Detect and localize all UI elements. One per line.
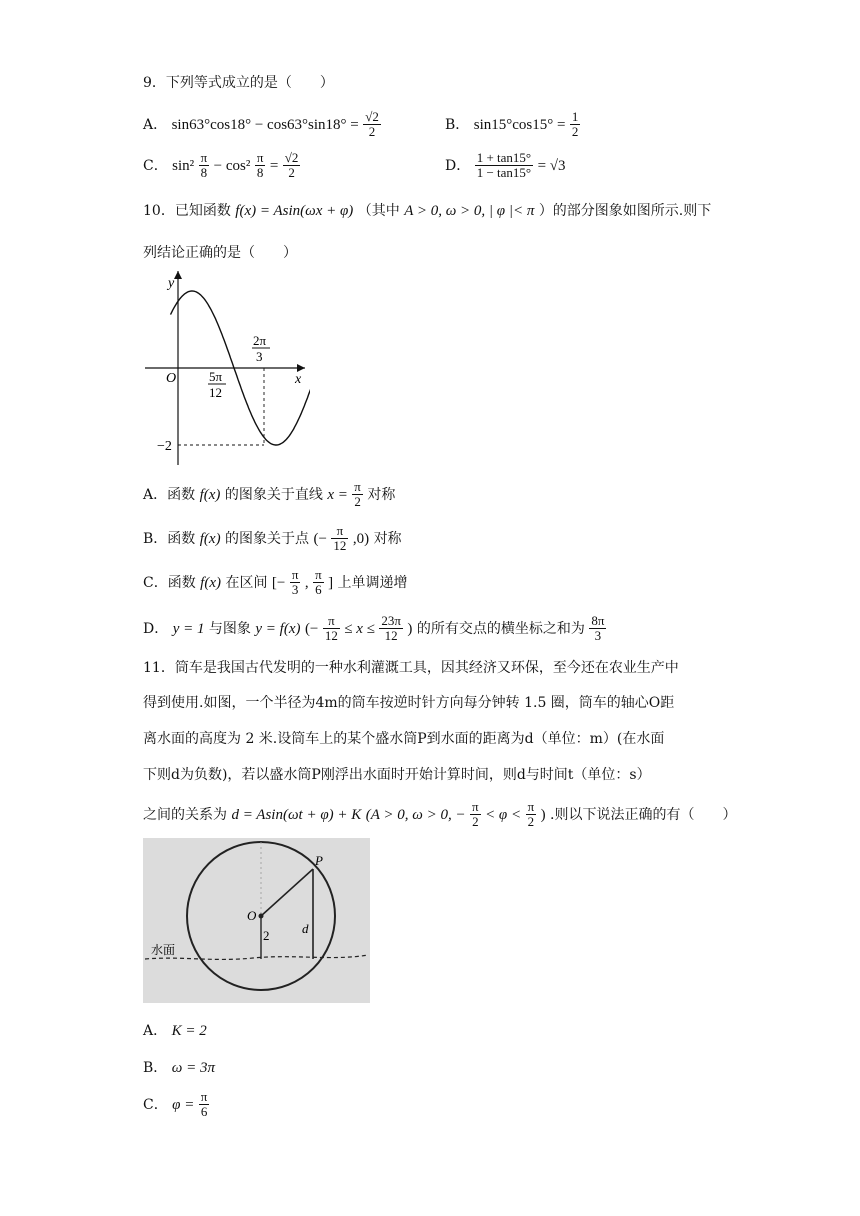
numerator: 1 + tan15° — [476, 150, 532, 165]
denominator: 6 — [200, 1104, 208, 1120]
x-axis-arrow-icon — [297, 364, 305, 372]
fraction — [313, 568, 324, 598]
line-expression: y = 1 — [172, 620, 205, 637]
q11-line5 — [143, 800, 737, 830]
function-expression: f(x) = Asin(ωx + φ) — [235, 203, 354, 219]
denominator: 2 — [472, 814, 479, 830]
option-text: 对称 — [373, 530, 402, 547]
paren-close: ) — [407, 620, 413, 637]
q10-option-c — [143, 568, 408, 598]
function-expression: y = f(x) — [255, 620, 301, 637]
paren-close: ) — [540, 806, 546, 823]
option-expression: sin63°cos18° − cos63°sin18° = — [171, 116, 359, 133]
q9-option-b — [445, 110, 580, 140]
q9-option-a — [143, 110, 381, 140]
fraction — [283, 151, 301, 181]
denominator: 3 — [291, 582, 299, 598]
paren-close: ,0) — [352, 530, 370, 547]
inequality: < φ < — [485, 806, 522, 823]
y-axis-label: y — [168, 276, 175, 291]
denominator: 3 — [594, 628, 602, 644]
label-water-surface: 水面 — [151, 943, 176, 957]
option-text: 与图象 — [208, 620, 251, 637]
denominator: 2 — [354, 494, 361, 510]
q10-stem-line1 — [143, 200, 711, 220]
function-expression: f(x) — [199, 530, 221, 547]
denominator: 2 — [527, 814, 535, 830]
q10-option-b — [143, 524, 402, 554]
stem-text: （其中 — [357, 203, 400, 219]
denominator: 6 — [315, 582, 322, 598]
q11-line2: 得到使用.如图，一个半径为4m的筒车按逆时针方向每分钟转 1.5 圈，筒车的轴心O距 — [143, 695, 675, 711]
numerator: π — [315, 567, 322, 582]
option-expression: K = 2 — [171, 1023, 207, 1039]
fraction — [323, 614, 340, 644]
fraction — [470, 800, 481, 830]
sin-squared: sin² — [172, 157, 195, 174]
bracket-close: ] — [328, 574, 334, 591]
numerator: 23π — [381, 613, 401, 628]
paren-open: (− — [313, 530, 327, 547]
option-text: A．函数 — [143, 486, 196, 503]
numerator: 1 — [571, 109, 579, 124]
option-label: B． — [445, 116, 470, 133]
condition-expression: (A > 0, ω > 0, − — [365, 806, 466, 823]
numerator: π — [331, 524, 348, 539]
inequality: ≤ x ≤ — [344, 620, 375, 637]
numerator: √2 — [284, 150, 299, 165]
option-rhs: = √3 — [537, 157, 566, 174]
option-expression: ω = 3π — [171, 1060, 215, 1076]
q9-option-c — [143, 151, 300, 181]
condition-expression: A > 0, ω > 0, | φ |< π — [404, 203, 535, 219]
numerator: π — [200, 150, 208, 165]
function-expression: f(x) — [200, 574, 221, 591]
fraction — [290, 568, 301, 598]
denominator: 2 — [571, 124, 579, 140]
comma: , — [304, 574, 309, 591]
numerator: π — [527, 799, 535, 814]
fraction — [352, 480, 363, 510]
label-d: d — [302, 921, 309, 936]
q11-option-b — [143, 1057, 215, 1077]
option-label: A． — [143, 1023, 168, 1039]
fraction — [589, 614, 606, 644]
denominator: 1 − tan15° — [476, 165, 532, 181]
denominator: 12 — [333, 538, 347, 554]
fraction — [475, 151, 533, 181]
fraction — [199, 151, 210, 181]
option-label: B． — [143, 1060, 168, 1076]
q11-line3: 离水面的高度为 2 米.设筒车上的某个盛水筒P到水面的距离为d（单位：m）(在水面 — [143, 731, 665, 747]
cos-squared: − cos² — [213, 157, 251, 174]
tick-5pi12-denominator: 12 — [209, 385, 222, 400]
numerator: 8π — [591, 613, 605, 628]
stem-text: 之间的关系为 — [143, 806, 227, 823]
denominator: 12 — [324, 628, 338, 644]
origin-label: O — [166, 371, 177, 386]
fraction — [199, 1090, 210, 1120]
axle-center — [259, 914, 264, 919]
label-o: O — [247, 908, 257, 923]
option-label: D． — [143, 620, 169, 637]
option-text: 的所有交点的横坐标之和为 — [416, 620, 585, 637]
option-label: C． — [143, 1096, 168, 1113]
option-label: A． — [143, 116, 168, 133]
numerator: π — [472, 799, 479, 814]
option-expression: φ = — [172, 1096, 195, 1113]
bracket-open: [− — [271, 574, 286, 591]
fraction — [526, 800, 537, 830]
q9-stem: 9．下列等式成立的是（ ） — [143, 75, 334, 91]
q9-option-d — [445, 151, 566, 181]
numerator: π — [256, 150, 264, 165]
label-p: P — [315, 853, 323, 868]
paren-open: (− — [304, 620, 319, 637]
denominator: 2 — [288, 165, 295, 181]
numerator: π — [200, 1089, 208, 1104]
option-expression: sin15°cos15° = — [473, 116, 566, 133]
denominator: 8 — [200, 165, 208, 181]
tick-2pi3-numerator: 2π — [253, 333, 267, 348]
option-text: 上单调递增 — [337, 574, 408, 591]
min-value-label: −2 — [157, 439, 172, 454]
q11-line4: 下则d为负数)，若以盛水筒P刚浮出水面时开始计算时间，则d与时间t（单位：s） — [143, 767, 651, 783]
q10-option-d — [143, 614, 606, 644]
q11-option-a — [143, 1020, 207, 1040]
fraction — [363, 110, 381, 140]
denominator: 8 — [256, 165, 264, 181]
option-text: C．函数 — [143, 574, 196, 591]
fraction — [570, 110, 581, 140]
denominator: 12 — [384, 628, 398, 644]
fraction — [379, 614, 403, 644]
numerator: π — [354, 479, 361, 494]
option-text: 的图象关于点 — [225, 530, 310, 547]
stem-text: ）的部分图象如图所示.则下 — [538, 203, 712, 219]
q11-line1: 11．筒车是我国古代发明的一种水利灌溉工具，因其经济又环保，至今还在农业生产中 — [143, 660, 679, 676]
option-label: C． — [143, 157, 168, 174]
q11-option-c — [143, 1090, 209, 1120]
numerator: π — [323, 614, 340, 629]
photo-background — [143, 838, 370, 1003]
option-text: 的图象关于直线 — [224, 486, 323, 503]
option-text: B．函数 — [143, 530, 196, 547]
q10-stem-line2: 列结论正确的是（ ） — [143, 245, 297, 261]
option-text: 在区间 — [225, 574, 268, 591]
y-axis-arrow-icon — [174, 271, 182, 279]
x-axis-label: x — [295, 372, 302, 387]
line-expression: x = — [327, 486, 348, 503]
q10-sine-graph — [140, 265, 310, 470]
relation-expression: d = Asin(ωt + φ) + K — [231, 806, 362, 823]
option-text: 对称 — [367, 486, 396, 503]
numerator: π — [291, 567, 299, 582]
tick-5pi12-numerator: 5π — [209, 369, 223, 384]
equals-sign: = — [269, 157, 279, 174]
option-label: D． — [445, 157, 471, 174]
numerator: √2 — [365, 109, 379, 124]
denominator: 2 — [368, 124, 376, 140]
fraction — [255, 151, 266, 181]
label-2: 2 — [263, 928, 270, 943]
function-expression: f(x) — [199, 486, 221, 503]
fraction — [331, 524, 348, 554]
stem-text: .则以下说法正确的有（ ） — [550, 806, 737, 823]
stem-text: 10．已知函数 — [143, 203, 231, 219]
water-wheel-photo — [143, 838, 370, 1003]
tick-2pi3-denominator: 3 — [256, 349, 263, 364]
q10-option-a — [143, 480, 395, 510]
